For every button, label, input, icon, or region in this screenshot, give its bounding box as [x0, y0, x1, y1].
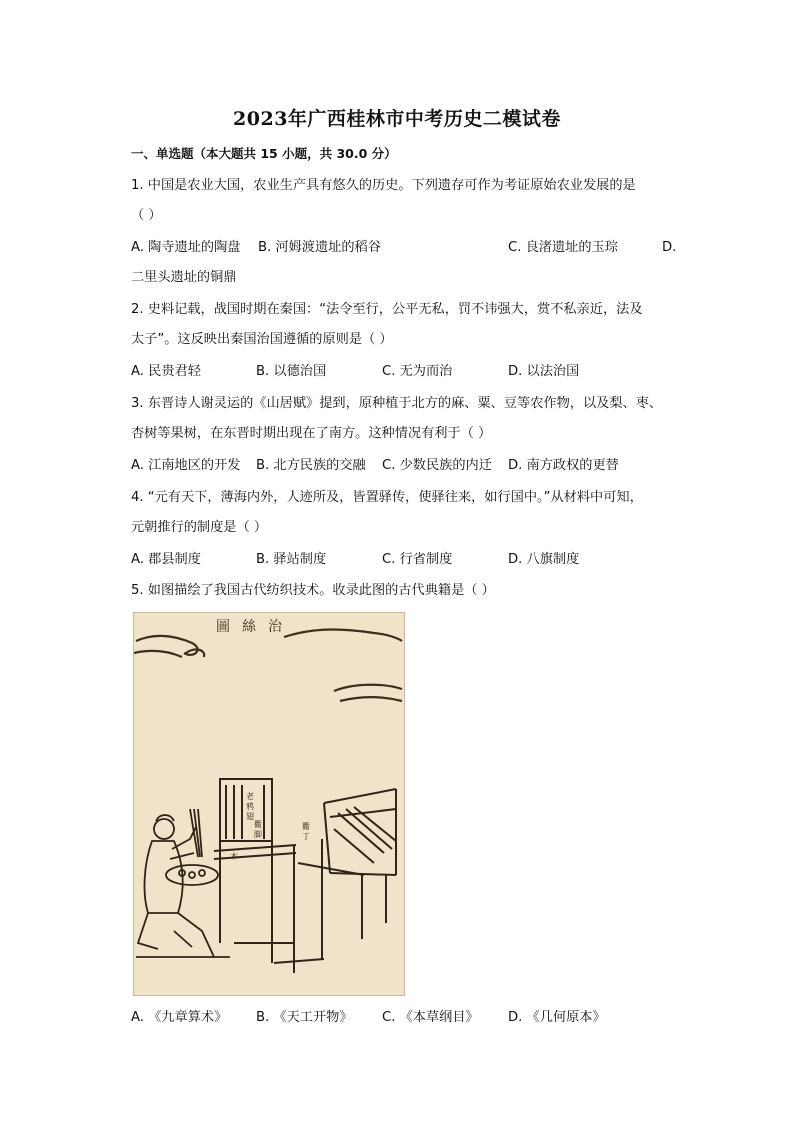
question-3-option-b[interactable]: B. 北方民族的交融	[256, 458, 366, 473]
svg-text:老: 老	[246, 792, 254, 801]
question-4-option-d[interactable]: D. 八旗制度	[508, 552, 580, 567]
svg-text:衢: 衢	[254, 820, 262, 829]
question-1-option-c[interactable]: C. 良渚遗址的玉琮	[508, 240, 618, 255]
question-4-text-cont: 元朝推行的制度是（ ）	[131, 520, 268, 535]
question-4-option-c[interactable]: C. 行省制度	[382, 552, 453, 567]
question-2-option-c[interactable]: C. 无为而治	[382, 364, 453, 379]
question-5-option-c[interactable]: C. 《本草纲目》	[382, 1010, 479, 1025]
svg-text:鸦: 鸦	[246, 802, 254, 811]
question-1-text: 1. 中国是农业大国，农业生产具有悠久的历史。下列遗存可作为考证原始农业发展的是	[131, 178, 636, 193]
svg-text:翅: 翅	[246, 812, 254, 821]
page-title: 2023年广西桂林市中考历史二模试卷	[233, 108, 561, 130]
question-2-option-d[interactable]: D. 以法治国	[508, 364, 580, 379]
svg-text:治: 治	[268, 619, 282, 635]
question-3-text-cont: 杏树等果树，在东晋时期出现在了南方。这种情况有利于（ ）	[131, 426, 492, 441]
question-1-option-d-text: 二里头遗址的铜鼎	[131, 270, 237, 285]
question-5-text: 5. 如图描绘了我国古代纺织技术。收录此图的古代典籍是（ ）	[131, 583, 495, 598]
question-2-option-a[interactable]: A. 民贵君轻	[131, 364, 201, 379]
svg-text:衢: 衢	[302, 822, 310, 831]
illustration-caption	[216, 619, 283, 635]
question-1-option-a[interactable]: A. 陶寺遗址的陶盘	[131, 240, 241, 255]
question-1-option-b[interactable]: B. 河姆渡遗址的稻谷	[258, 240, 381, 255]
weaver-figure	[136, 809, 230, 957]
question-4-text: 4. “元有天下，薄海内外，人迹所及，皆置驿传，使驿往来，如行国中。”从材料中可知，	[131, 490, 643, 505]
question-4-option-a[interactable]: A. 郡县制度	[131, 552, 201, 567]
svg-text:絲: 絲	[242, 619, 256, 635]
question-4-option-b[interactable]: B. 驿站制度	[256, 552, 327, 567]
cloud-decoration	[134, 630, 402, 701]
question-5-option-b[interactable]: B. 《天工开物》	[256, 1010, 353, 1025]
loom-drawing	[134, 613, 404, 995]
question-1-option-d[interactable]: D.	[662, 240, 677, 255]
question-5-option-a[interactable]: A. 《九章算术》	[131, 1010, 228, 1025]
loom-illustration	[133, 612, 405, 996]
question-2-option-b[interactable]: B. 以德治国	[256, 364, 327, 379]
question-3-option-d[interactable]: D. 南方政权的更替	[508, 458, 619, 473]
question-2-text-cont: 太子”。这反映出秦国治国遵循的原则是（ ）	[131, 332, 393, 347]
svg-text:木: 木	[230, 852, 238, 861]
question-2-text: 2. 史料记载，战国时期在秦国：“法令至行，公平无私，罚不讳强大，赏不私亲近，法及	[131, 302, 643, 317]
svg-text:圖: 圖	[216, 619, 230, 635]
question-1-text-cont: （ ）	[131, 208, 162, 223]
question-3-option-a[interactable]: A. 江南地区的开发	[131, 458, 241, 473]
svg-text:丁: 丁	[302, 832, 310, 841]
question-5-option-d[interactable]: D. 《几何原本》	[508, 1010, 606, 1025]
question-3-text: 3. 东晋诗人谢灵运的《山居赋》提到，原种植于北方的麻、粟、豆等农作物，以及梨、枣、	[131, 396, 663, 411]
question-3-option-c[interactable]: C. 少数民族的内迁	[382, 458, 492, 473]
svg-text:脚: 脚	[254, 830, 262, 839]
section-heading: 一、单选题（本大题共 15 小题，共 30.0 分）	[131, 146, 397, 161]
loom-frame	[214, 779, 396, 973]
